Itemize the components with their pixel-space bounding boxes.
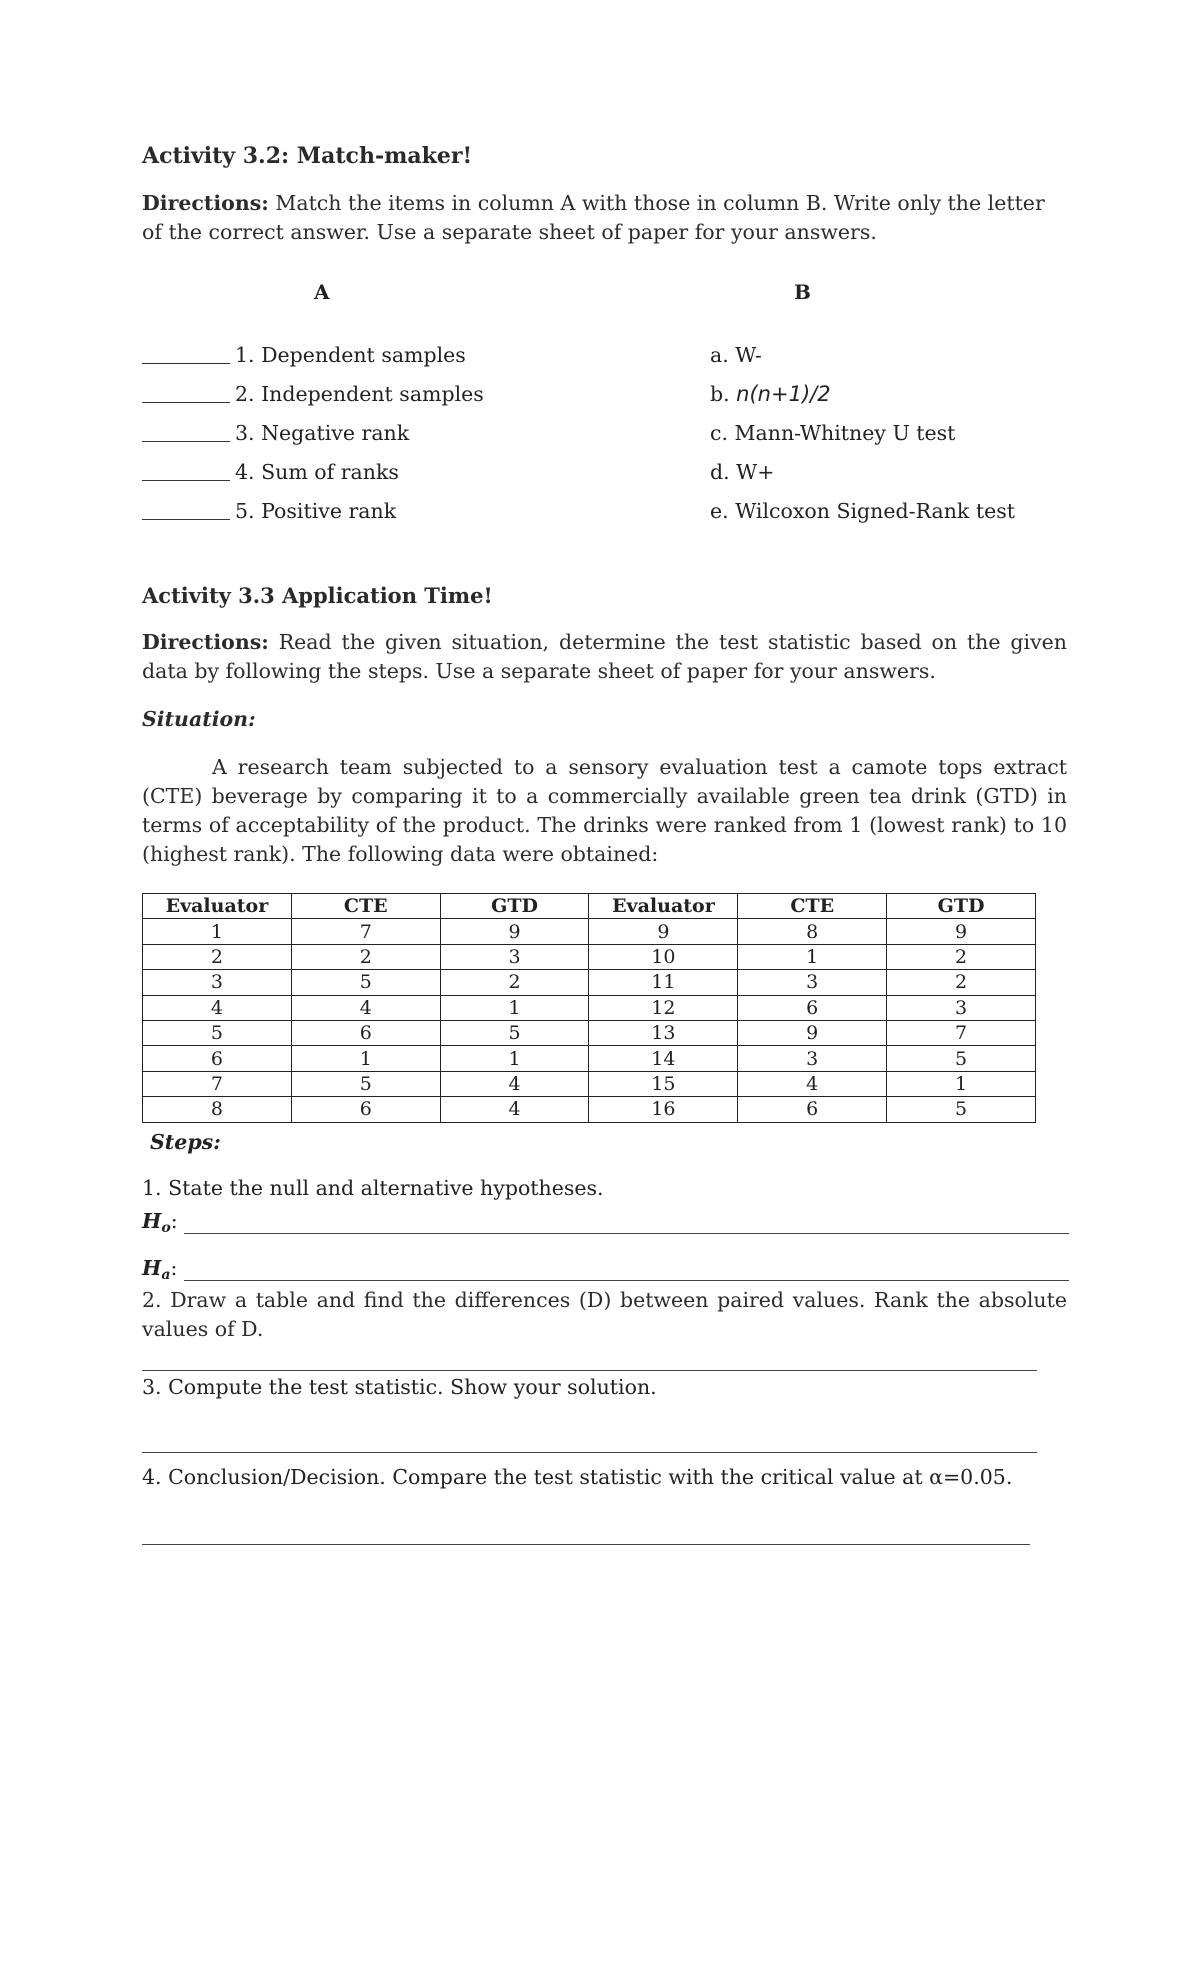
data-table [142, 893, 1036, 1123]
table-cell: 12 [589, 995, 738, 1020]
answer-blank[interactable] [142, 441, 230, 442]
step-3: 3. Compute the test statistic. Show your solution. [142, 1375, 657, 1399]
table-cell: 9 [440, 919, 589, 944]
column-a-item: 3. Negative rank [235, 421, 410, 445]
column-b-item: b. n(n+1)/2 [710, 382, 831, 406]
answer-blank[interactable] [142, 402, 230, 403]
column-a-item: 1. Dependent samples [235, 343, 466, 367]
directions-label: Directions: [142, 630, 269, 654]
table-cell: 5 [440, 1020, 589, 1045]
alternative-hypothesis-row: $H_a$: [142, 1256, 178, 1283]
table-cell: 3 [440, 944, 589, 969]
table-cell: 1 [738, 944, 887, 969]
table-cell: 4 [440, 1071, 589, 1096]
table-cell: 9 [738, 1020, 887, 1045]
directions-text: Read the given situation, determine the test statistic based on the given data by following the steps. Use a separate sheet of paper for your answers. [142, 630, 1067, 683]
table-cell: 2 [887, 970, 1036, 995]
answer-blank[interactable] [142, 519, 230, 520]
step-4-answer-line[interactable] [142, 1544, 1030, 1545]
table-cell: 7 [291, 919, 440, 944]
table-cell: 4 [738, 1071, 887, 1096]
answer-blank[interactable] [142, 480, 230, 481]
answer-blank[interactable] [142, 363, 230, 364]
table-cell: 15 [589, 1071, 738, 1096]
table-cell: 4 [291, 995, 440, 1020]
activity-3-2-directions [142, 189, 1067, 247]
table-header: CTE [291, 894, 440, 919]
table-header: Evaluator [589, 894, 738, 919]
table-cell: 8 [143, 1097, 292, 1122]
step-4: 4. Conclusion/Decision. Compare the test statistic with the critical value at α=0.05. [142, 1465, 1013, 1489]
table-cell: 1 [440, 1046, 589, 1071]
table-cell: 7 [143, 1071, 292, 1096]
null-hypothesis-row: $H_o$: [142, 1209, 178, 1236]
table-row [143, 1020, 1036, 1045]
activity-3-3-directions [142, 628, 1067, 686]
directions-label: Directions: [142, 191, 269, 215]
step-1: 1. State the null and alternative hypotheses. [142, 1176, 604, 1200]
column-b-item: d. W+ [710, 460, 775, 484]
activity-3-2-title: Activity 3.2: Match-maker! [142, 143, 473, 169]
table-cell: 3 [887, 995, 1036, 1020]
column-a-header: A [314, 280, 330, 304]
table-cell: 6 [738, 995, 887, 1020]
table-cell: 16 [589, 1097, 738, 1122]
table-cell: 10 [589, 944, 738, 969]
table-header: CTE [738, 894, 887, 919]
column-a-item: 5. Positive rank [235, 499, 397, 523]
step-2: 2. Draw a table and find the differences (D) between paired values. Rank the absolute values of D. [142, 1288, 1067, 1341]
column-b-header: B [794, 280, 811, 304]
null-hypothesis-answer-line[interactable] [184, 1233, 1069, 1234]
steps-label: Steps: [150, 1130, 221, 1154]
column-a-item: 4. Sum of ranks [235, 460, 399, 484]
step-3-answer-line[interactable] [142, 1452, 1037, 1453]
table-cell: 6 [291, 1097, 440, 1122]
table-cell: 1 [887, 1071, 1036, 1096]
situation-label: Situation: [142, 707, 256, 731]
table-row [143, 944, 1036, 969]
table-cell: 4 [143, 995, 292, 1020]
table-row [143, 970, 1036, 995]
table-cell: 5 [143, 1020, 292, 1045]
match-row-3 [142, 421, 1067, 451]
table-cell: 1 [291, 1046, 440, 1071]
table-cell: 6 [738, 1097, 887, 1122]
table-header-row [143, 894, 1036, 919]
table-cell: 5 [291, 1071, 440, 1096]
step-2-answer-line[interactable] [142, 1370, 1037, 1371]
table-cell: 2 [291, 944, 440, 969]
table-cell: 2 [143, 944, 292, 969]
table-cell: 3 [143, 970, 292, 995]
table-row [143, 1097, 1036, 1122]
table-cell: 11 [589, 970, 738, 995]
table-cell: 9 [887, 919, 1036, 944]
table-cell: 6 [143, 1046, 292, 1071]
column-b-item: a. W- [710, 343, 762, 367]
table-header: GTD [440, 894, 589, 919]
table-cell: 8 [738, 919, 887, 944]
match-row-5 [142, 499, 1067, 529]
table-cell: 13 [589, 1020, 738, 1045]
table-cell: 6 [291, 1020, 440, 1045]
table-row [143, 1071, 1036, 1096]
table-cell: 7 [887, 1020, 1036, 1045]
match-row-1 [142, 343, 1067, 373]
table-cell: 3 [738, 970, 887, 995]
table-cell: 14 [589, 1046, 738, 1071]
table-cell: 4 [440, 1097, 589, 1122]
table-cell: 5 [887, 1046, 1036, 1071]
ha-label: $H_a$ [142, 1256, 171, 1283]
table-cell: 1 [143, 919, 292, 944]
table-header: Evaluator [143, 894, 292, 919]
table-cell: 5 [291, 970, 440, 995]
directions-text: Match the items in column A with those in column B. Write only the letter of the correct answer. Use a separate sheet of paper for your answers. [142, 191, 1045, 244]
match-row-2 [142, 382, 1067, 412]
column-b-item: c. Mann-Whitney U test [710, 421, 956, 445]
activity-3-3-title: Activity 3.3 Application Time! [142, 583, 493, 608]
table-cell: 2 [887, 944, 1036, 969]
column-a-item: 2. Independent samples [235, 382, 484, 406]
table-cell: 5 [887, 1097, 1036, 1122]
table-cell: 3 [738, 1046, 887, 1071]
table-header: GTD [887, 894, 1036, 919]
table-row [143, 1046, 1036, 1071]
column-b-item: e. Wilcoxon Signed-Rank test [710, 499, 1015, 523]
table-cell: 2 [440, 970, 589, 995]
table-row [143, 919, 1036, 944]
table-cell: 1 [440, 995, 589, 1020]
formula: n(n+1)/2 [736, 382, 831, 406]
ho-label: $H_o$ [142, 1209, 171, 1236]
alternative-hypothesis-answer-line[interactable] [184, 1280, 1069, 1281]
match-row-4 [142, 460, 1067, 490]
situation-text: A research team subjected to a sensory evaluation test a camote tops extract (CTE) beverage by comparing it to a commercially available green tea drink (GTD) in terms of acceptability of the product. The drinks were ranked from 1 (lowest rank) to 10 (highest rank). The following data were obtained: [142, 755, 1067, 866]
table-cell: 9 [589, 919, 738, 944]
table-row [143, 995, 1036, 1020]
